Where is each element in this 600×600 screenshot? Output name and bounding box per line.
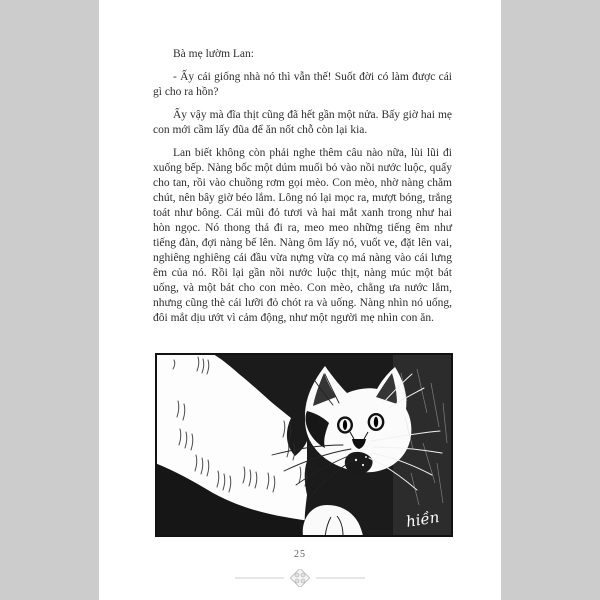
cat-illustration: [155, 353, 453, 537]
diamond-shape: [290, 569, 309, 587]
footer-divider: [235, 569, 365, 587]
chin-speckle: [365, 456, 367, 458]
page-number: 25: [294, 549, 306, 560]
paragraph: Lan biết không còn phải nghe thêm câu nào nữa, lùi lũi đi xuống bếp. Nàng bốc một dúm muối bỏ vào nồi nước luộc, quấy cho tan, rồi vào chuồng rơm gọi mèo. Con mèo, nhờ nàng chăm chút, nên bây giờ béo lắm. Lông nó lại mọc ra, mượt bóng, trắng toát như bông. Cái mũi đỏ tươi và hai mắt xanh trong như hai hòn ngọc. Nó thong thả đi ra, meo meo những tiếng êm như tiếng đàn, đợi nàng bế lên. Nàng ôm lấy nó, vuốt ve, đặt lên vai, nghiêng nghiêng cái đầu vừa nựng vừa cọ má nàng vào cái lưng êm của nó. Rồi lại gần nồi nước luộc thịt, nàng múc một bát uống, và một bát cho con mèo. Con mèo, chẳng ưa nước lắm, nhưng cũng thè cái lưỡi đỏ chót ra và uống. Nàng nhìn nó uống, đôi mắt dịu ướt vì cảm động, như một người mẹ nhìn con ăn.: [153, 147, 452, 324]
body-text: [153, 47, 452, 334]
artist-signature: hiền: [404, 507, 441, 531]
divider-diamond-icon: [235, 569, 365, 587]
diamond-dot: [301, 579, 305, 583]
book-page: [99, 0, 501, 600]
paragraph: Ấy vậy mà đĩa thịt cũng đã hết gần một nửa. Bấy giờ hai mẹ con mới cầm lấy đũa để ăn nốt chỗ còn lại kia.: [153, 109, 452, 136]
diamond-dot: [295, 573, 299, 577]
paragraph: Bà mẹ lườm Lan:: [173, 48, 254, 60]
chin-speckle: [362, 464, 364, 466]
cat-illustration-image: [155, 353, 453, 537]
left-eye: [337, 416, 353, 433]
paragraph: - Ấy cái giống nhà nó thì vẫn thế! Suốt đời có làm được cái gì cho ra hồn?: [153, 71, 452, 98]
diamond-dot: [301, 573, 305, 577]
right-eye: [368, 413, 385, 431]
chin-speckle: [355, 459, 357, 461]
diamond-dot: [295, 579, 299, 583]
